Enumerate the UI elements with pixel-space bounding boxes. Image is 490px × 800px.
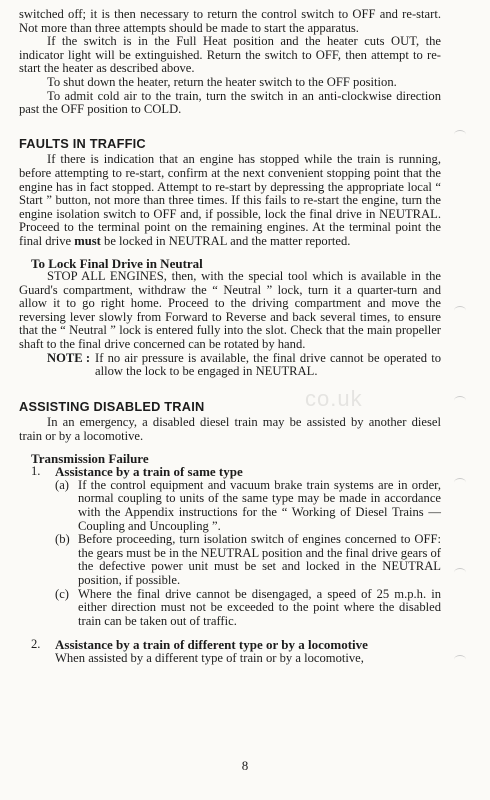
intro-paragraph-4: To admit cold air to the train, turn the switch in an anti-clockwise direction past the OFF position to COLD. — [19, 88, 441, 117]
intro-paragraph-3: To shut down the heater, return the heater switch to the OFF position. — [47, 74, 397, 89]
sub-item-b — [55, 533, 441, 587]
list-item-2-text: When assisted by a different type of train or by a locomotive, — [55, 650, 364, 665]
intro-paragraph-2: If the switch is in the Full Heat position and the heater cuts OUT, the indicator light will be extinguished. Return the switch to OFF, then attempt to re-start the heater as described above. — [19, 34, 441, 76]
binding-mark — [454, 396, 466, 405]
list-item-1 — [31, 465, 441, 479]
list-item-2 — [31, 638, 441, 652]
faults-text-end: be locked in NEUTRAL and the matter reported. — [104, 233, 351, 248]
faults-heading: FAULTS IN TRAFFIC — [19, 135, 146, 151]
sub-item-b-text: Before proceeding, turn isolation switch of engines concerned to OFF: the gears must be in the NEUTRAL position and the final drive gears of the defective power unit must be set and locked in the NEUTRAL position, if possible. — [78, 532, 441, 587]
watermark: co.uk — [305, 386, 363, 411]
list-item-1-title: Assistance by a train of same type — [55, 464, 243, 480]
binding-mark — [454, 478, 466, 487]
lock-heading: To Lock Final Drive in Neutral — [31, 255, 203, 271]
faults-paragraph — [19, 153, 441, 248]
binding-mark — [454, 568, 466, 577]
sub-item-c — [55, 588, 441, 629]
note-text: If no air pressure is available, the final drive cannot be operated to allow the lock to be engaged in NEUTRAL. — [95, 350, 441, 379]
sub-item-a-text: If the control equipment and vacuum brake train systems are in order, normal coupling to units of the same type may be made in accordance with the Appendix instructions for the “ Working of Diesel Trains — Coupling and Uncoupling ”. — [78, 477, 441, 533]
list-item-2-number: 2. — [31, 637, 41, 652]
list-item-1-number: 1. — [31, 464, 41, 479]
sub-item-a-label: (a) — [55, 477, 69, 492]
assisting-intro: In an emergency, a disabled diesel train may be assisted by another diesel train or by a locomotive. — [19, 415, 441, 444]
sub-item-c-label: (c) — [55, 586, 69, 601]
list-item-2-title: Assistance by a train of different type or by a locomotive — [55, 637, 368, 653]
intro-paragraph-1: switched off; it is then necessary to return the control switch to OFF and re-start. Not more than three attempts should be made to start the apparatus. — [19, 7, 441, 35]
note-label: NOTE : — [47, 350, 91, 365]
binding-mark — [454, 306, 466, 315]
sub-item-b-label: (b) — [55, 532, 70, 547]
binding-mark — [454, 655, 466, 664]
assisting-heading: ASSISTING DISABLED TRAIN — [19, 398, 205, 414]
faults-text-start: If there is indication that an engine has stopped while the train is running, before attempting to re-start, confirm at the next convenient stopping point that the engine has in fact stopped. Attempt to re-start by depressing the appropriate local “ Start ” button, not more than three times. If this fails to re-start the engine, turn the engine isolation switch to OFF and, if possible, lock the final drive in NEUTRAL. Proceed to the terminal point on the remaining engines. At the terminal point the final drive — [19, 152, 441, 248]
page-content — [19, 8, 441, 666]
note-block — [47, 352, 441, 379]
sub-item-a — [55, 479, 441, 533]
sub-item-c-text: Where the final drive cannot be disengaged, a speed of 25 m.p.h. in either direction must not be exceeded to the point where the disabled train can be taken out of traffic. — [78, 586, 441, 628]
lock-paragraph: STOP ALL ENGINES, then, with the special tool which is available in the Guard's compartment, withdraw the “ Neutral ” lock, turn it a quarter-turn and allow it to go right home. Proceed to the driving compartment and move the reversing lever slowly from Forward to Reverse and back several times, to ensure that the “ Neutral ” lock is entered fully into the slot. Check that the main propeller shaft to the final drive concerned can be rotated by hand. — [19, 269, 441, 352]
binding-mark — [454, 130, 466, 139]
transmission-failure-heading: Transmission Failure — [31, 450, 149, 466]
page-number: 8 — [241, 758, 249, 773]
faults-emphasis: must — [74, 233, 101, 248]
